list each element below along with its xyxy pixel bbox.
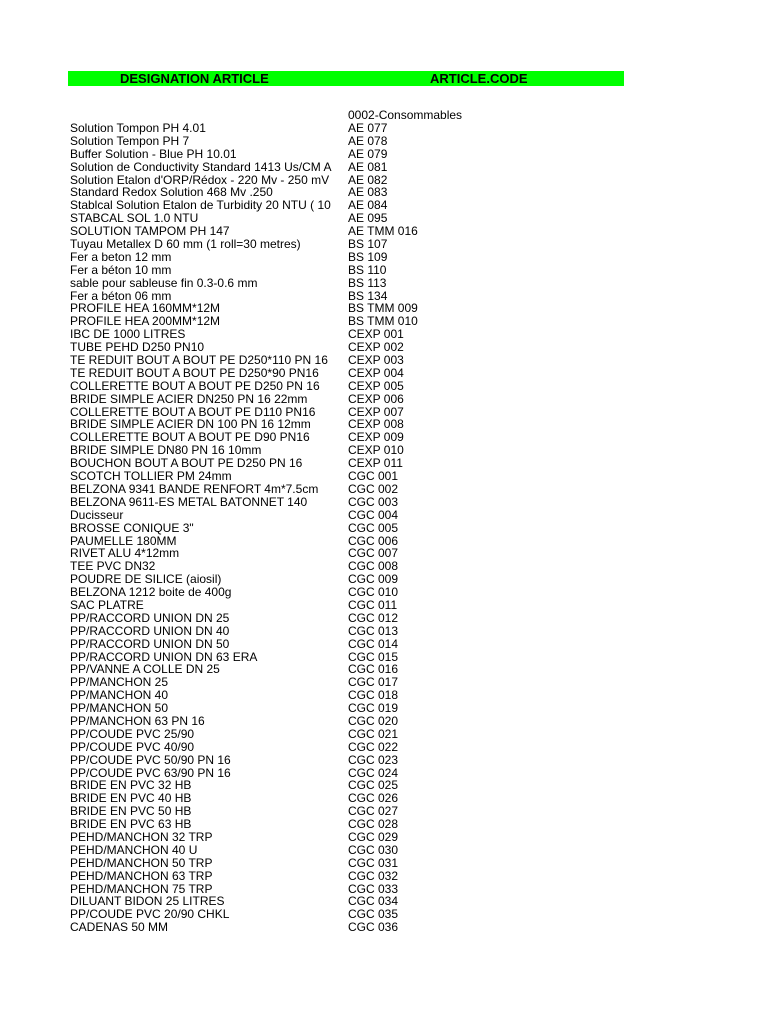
table-row bbox=[70, 651, 490, 664]
table-row bbox=[70, 535, 490, 548]
article-code: AE 077 bbox=[348, 121, 388, 135]
article-code: CEXP 010 bbox=[348, 443, 404, 458]
article-code: CGC 014 bbox=[348, 636, 399, 651]
article-designation: POUDRE DE SILICE (aiosil) bbox=[70, 573, 222, 587]
article-designation: BELZONA 9341 BANDE RENFORT 4m*7.5cm bbox=[70, 482, 319, 496]
table-row bbox=[70, 870, 490, 883]
article-code: CGC 015 bbox=[348, 649, 399, 664]
article-code: CEXP 011 bbox=[348, 456, 403, 471]
table-row bbox=[70, 676, 490, 689]
article-code: CGC 006 bbox=[348, 533, 399, 548]
article-code: CGC 024 bbox=[348, 765, 399, 780]
table-row bbox=[70, 689, 490, 702]
article-code: CGC 033 bbox=[348, 881, 399, 896]
code-column-header: ARTICLE.CODE bbox=[430, 71, 528, 86]
table-row bbox=[70, 470, 490, 483]
article-designation: PP/MANCHON 25 bbox=[70, 676, 169, 690]
table-row bbox=[70, 431, 490, 444]
article-designation: BOUCHON BOUT A BOUT PE D250 PN 16 bbox=[70, 457, 303, 471]
article-code: BS 113 bbox=[348, 275, 387, 290]
table-row bbox=[70, 715, 490, 728]
article-code: CEXP 003 bbox=[348, 353, 404, 368]
article-code: BS TMM 010 bbox=[348, 314, 418, 329]
article-code: CGC 032 bbox=[348, 868, 399, 883]
article-code: CGC 016 bbox=[348, 662, 399, 677]
article-designation: SOLUTION TAMPOM PH 147 bbox=[70, 225, 230, 239]
article-designation: PP/VANNE A COLLE DN 25 bbox=[70, 663, 220, 677]
article-designation: PP/RACCORD UNION DN 63 ERA bbox=[70, 650, 258, 664]
article-code: AE 079 bbox=[348, 146, 388, 161]
article-designation: PP/MANCHON 40 bbox=[70, 689, 169, 703]
article-designation: TEE PVC DN32 bbox=[70, 560, 156, 574]
article-designation: SAC PLATRE bbox=[70, 598, 144, 612]
article-designation: BRIDE EN PVC 63 HB bbox=[70, 818, 192, 832]
table-row bbox=[70, 844, 490, 857]
article-designation: PP/MANCHON 63 PN 16 bbox=[70, 714, 205, 728]
table-row bbox=[70, 251, 490, 264]
article-designation: Fer a béton 10 mm bbox=[70, 263, 172, 277]
article-code: CEXP 007 bbox=[348, 404, 404, 419]
article-designation: Solution Tempon PH 7 bbox=[70, 134, 190, 148]
article-designation: BRIDE SIMPLE DN80 PN 16 10mm bbox=[70, 444, 262, 458]
article-designation: COLLERETTE BOUT A BOUT PE D250 PN 16 bbox=[70, 379, 320, 393]
article-designation: TE REDUIT BOUT A BOUT PE D250*110 PN 16 bbox=[70, 354, 328, 368]
article-code: CGC 035 bbox=[348, 907, 399, 922]
article-designation: BRIDE EN PVC 40 HB bbox=[70, 792, 192, 806]
article-designation: CADENAS 50 MM bbox=[70, 921, 169, 935]
article-designation: BRIDE EN PVC 50 HB bbox=[70, 805, 192, 819]
article-code: CGC 008 bbox=[348, 559, 399, 574]
table-row bbox=[70, 522, 490, 535]
article-code: BS 109 bbox=[348, 249, 388, 264]
article-code: CEXP 006 bbox=[348, 391, 404, 406]
article-designation: RIVET ALU 4*12mm bbox=[70, 547, 180, 561]
article-code: CGC 009 bbox=[348, 572, 399, 587]
table-row bbox=[70, 625, 490, 638]
article-code: CGC 030 bbox=[348, 842, 399, 857]
table-row bbox=[70, 199, 490, 212]
article-code: CGC 031 bbox=[348, 855, 399, 870]
article-designation: sable pour sableuse fin 0.3-0.6 mm bbox=[70, 276, 258, 290]
table-row bbox=[70, 483, 490, 496]
article-designation: PROFILE HEA 200MM*12M bbox=[70, 315, 221, 329]
article-code: CGC 004 bbox=[348, 507, 399, 522]
table-row bbox=[70, 728, 490, 741]
article-code: CGC 028 bbox=[348, 817, 399, 832]
article-designation: IBC DE 1000 LITRES bbox=[70, 328, 186, 342]
table-row bbox=[70, 341, 490, 354]
table-row bbox=[70, 354, 490, 367]
article-designation: Solution de Conductivity Standard 1413 Us/CM A bbox=[70, 160, 332, 174]
article-code: CGC 022 bbox=[348, 739, 399, 754]
article-designation: SCOTCH TOLLIER PM 24mm bbox=[70, 470, 232, 484]
table-row bbox=[70, 767, 490, 780]
article-designation: PP/COUDE PVC 25/90 bbox=[70, 727, 195, 741]
table-row bbox=[70, 496, 490, 509]
article-designation: Fer a beton 12 mm bbox=[70, 250, 172, 264]
table-row bbox=[70, 792, 490, 805]
table-row bbox=[70, 174, 490, 187]
table-row bbox=[70, 818, 490, 831]
article-designation: DILUANT BIDON 25 LITRES bbox=[70, 895, 225, 909]
article-code: CGC 023 bbox=[348, 752, 399, 767]
article-code: CGC 001 bbox=[348, 469, 399, 484]
table-row bbox=[70, 560, 490, 573]
table-row bbox=[70, 277, 490, 290]
table-row bbox=[70, 212, 490, 225]
article-designation: PP/COUDE PVC 20/90 CHKL bbox=[70, 908, 230, 922]
table-row bbox=[70, 805, 490, 818]
article-code: CGC 021 bbox=[348, 726, 399, 741]
article-designation: PEHD/MANCHON 75 TRP bbox=[70, 882, 213, 896]
article-designation: BRIDE SIMPLE ACIER DN250 PN 16 22mm bbox=[70, 392, 308, 406]
table-row bbox=[70, 367, 490, 380]
table-row bbox=[70, 225, 490, 238]
article-code: CEXP 001 bbox=[348, 327, 404, 342]
table-row bbox=[70, 406, 490, 419]
article-code: CGC 010 bbox=[348, 585, 399, 600]
table-row bbox=[70, 380, 490, 393]
table-row bbox=[70, 779, 490, 792]
article-designation: Solution Tompon PH 4.01 bbox=[70, 122, 206, 135]
table-row bbox=[70, 831, 490, 844]
article-code: CGC 026 bbox=[348, 791, 399, 806]
article-code: CGC 003 bbox=[348, 494, 399, 509]
article-designation: Tuyau Metallex D 60 mm (1 roll=30 metres) bbox=[70, 238, 301, 252]
article-designation: PEHD/MANCHON 40 U bbox=[70, 843, 198, 857]
article-designation: PP/RACCORD UNION DN 50 bbox=[70, 637, 230, 651]
article-designation: Buffer Solution - Blue PH 10.01 bbox=[70, 147, 237, 161]
table-row bbox=[70, 908, 490, 921]
article-designation: PP/COUDE PVC 50/90 PN 16 bbox=[70, 753, 231, 767]
article-code: CEXP 009 bbox=[348, 430, 404, 445]
article-code: CGC 005 bbox=[348, 520, 399, 535]
table-row bbox=[70, 135, 490, 148]
article-code: CGC 029 bbox=[348, 829, 399, 844]
category-label: 0002-Consommables bbox=[348, 108, 463, 122]
table-row bbox=[70, 547, 490, 560]
article-designation: BELZONA 1212 boite de 400g bbox=[70, 586, 232, 600]
table-row bbox=[70, 315, 490, 328]
article-designation: Solution Etalon d'ORP/Rédox - 220 Mv - 250 mV bbox=[70, 173, 330, 187]
article-code: CGC 007 bbox=[348, 546, 399, 561]
table-row bbox=[70, 612, 490, 625]
article-designation: TUBE PEHD D250 PN10 bbox=[70, 341, 205, 355]
article-designation: Ducisseur bbox=[70, 508, 124, 522]
article-designation: PEHD/MANCHON 63 TRP bbox=[70, 869, 213, 883]
article-code: CGC 017 bbox=[348, 675, 399, 690]
table-row bbox=[70, 264, 490, 277]
article-designation: BROSSE CONIQUE 3" bbox=[70, 521, 194, 535]
article-designation: BRIDE SIMPLE ACIER DN 100 PN 16 12mm bbox=[70, 418, 311, 432]
article-designation: PP/MANCHON 50 bbox=[70, 702, 169, 716]
article-code: CGC 018 bbox=[348, 688, 399, 703]
article-code: CEXP 002 bbox=[348, 340, 404, 355]
article-designation: STABCAL SOL 1.0 NTU bbox=[70, 212, 199, 226]
table-row bbox=[70, 148, 490, 161]
article-code: AE 083 bbox=[348, 185, 388, 200]
article-code: CGC 011 bbox=[348, 597, 398, 612]
article-code: CGC 025 bbox=[348, 778, 399, 793]
article-code: AE 082 bbox=[348, 172, 388, 187]
article-code: BS 110 bbox=[348, 262, 387, 277]
table-row bbox=[70, 663, 490, 676]
table-row bbox=[70, 638, 490, 651]
article-code: CGC 020 bbox=[348, 713, 399, 728]
article-code: AE 084 bbox=[348, 198, 388, 213]
article-code: CEXP 005 bbox=[348, 378, 404, 393]
article-designation: PEHD/MANCHON 32 TRP bbox=[70, 830, 213, 844]
article-code: CEXP 004 bbox=[348, 365, 404, 380]
article-designation: TE REDUIT BOUT A BOUT PE D250*90 PN16 bbox=[70, 366, 319, 380]
article-code: CGC 013 bbox=[348, 623, 399, 638]
article-designation: COLLERETTE BOUT A BOUT PE D90 PN16 bbox=[70, 431, 310, 445]
article-code: CGC 019 bbox=[348, 701, 399, 716]
table-row bbox=[70, 393, 490, 406]
article-designation: Stablcal Solution Etalon de Turbidity 20 NTU ( 10 bbox=[70, 199, 331, 213]
table-row bbox=[70, 921, 490, 934]
article-code: AE 081 bbox=[348, 159, 388, 174]
article-designation: PP/COUDE PVC 63/90 PN 16 bbox=[70, 766, 231, 780]
table-row bbox=[70, 509, 490, 522]
article-designation: PROFILE HEA 160MM*12M bbox=[70, 302, 221, 316]
article-designation: PP/COUDE PVC 40/90 bbox=[70, 740, 195, 754]
article-designation: PP/RACCORD UNION DN 40 bbox=[70, 624, 230, 638]
article-code: AE 078 bbox=[348, 133, 388, 148]
table-row bbox=[70, 290, 490, 303]
article-designation: BRIDE EN PVC 32 HB bbox=[70, 779, 192, 793]
table-row bbox=[70, 328, 490, 341]
article-list bbox=[70, 122, 490, 934]
article-designation: PAUMELLE 180MM bbox=[70, 534, 177, 548]
table-row bbox=[70, 599, 490, 612]
table-row bbox=[70, 573, 490, 586]
table-row bbox=[70, 586, 490, 599]
table-row bbox=[70, 702, 490, 715]
article-code: AE 095 bbox=[348, 211, 388, 226]
article-code: CGC 036 bbox=[348, 920, 399, 935]
article-code: AE TMM 016 bbox=[348, 224, 418, 239]
article-designation: Standard Redox Solution 468 Mv .250 bbox=[70, 186, 273, 200]
article-code: CEXP 008 bbox=[348, 417, 404, 432]
article-designation: COLLERETTE BOUT A BOUT PE D110 PN16 bbox=[70, 405, 316, 419]
table-row bbox=[70, 161, 490, 174]
table-row bbox=[70, 302, 490, 315]
article-designation: BELZONA 9611-ES METAL BATONNET 140 bbox=[70, 495, 308, 509]
article-code: CGC 027 bbox=[348, 804, 399, 819]
article-designation: Fer a béton 06 mm bbox=[70, 289, 172, 303]
table-row bbox=[70, 895, 490, 908]
table-row bbox=[70, 754, 490, 767]
table-row bbox=[70, 741, 490, 754]
table-row bbox=[70, 186, 490, 199]
article-designation: PEHD/MANCHON 50 TRP bbox=[70, 856, 213, 870]
table-row bbox=[70, 444, 490, 457]
article-code: BS TMM 009 bbox=[348, 301, 418, 316]
table-row bbox=[70, 238, 490, 251]
article-code: BS 134 bbox=[348, 288, 388, 303]
table-row bbox=[70, 883, 490, 896]
table-header bbox=[68, 71, 624, 86]
table-row bbox=[70, 122, 490, 135]
article-code: CGC 012 bbox=[348, 610, 399, 625]
article-code: BS 107 bbox=[348, 237, 388, 252]
article-code: CGC 034 bbox=[348, 894, 399, 909]
designation-column-header: DESIGNATION ARTICLE bbox=[120, 71, 269, 86]
article-code: CGC 002 bbox=[348, 481, 399, 496]
article-designation: PP/RACCORD UNION DN 25 bbox=[70, 611, 230, 625]
table-row bbox=[70, 457, 490, 470]
table-row bbox=[70, 418, 490, 431]
table-row bbox=[70, 857, 490, 870]
